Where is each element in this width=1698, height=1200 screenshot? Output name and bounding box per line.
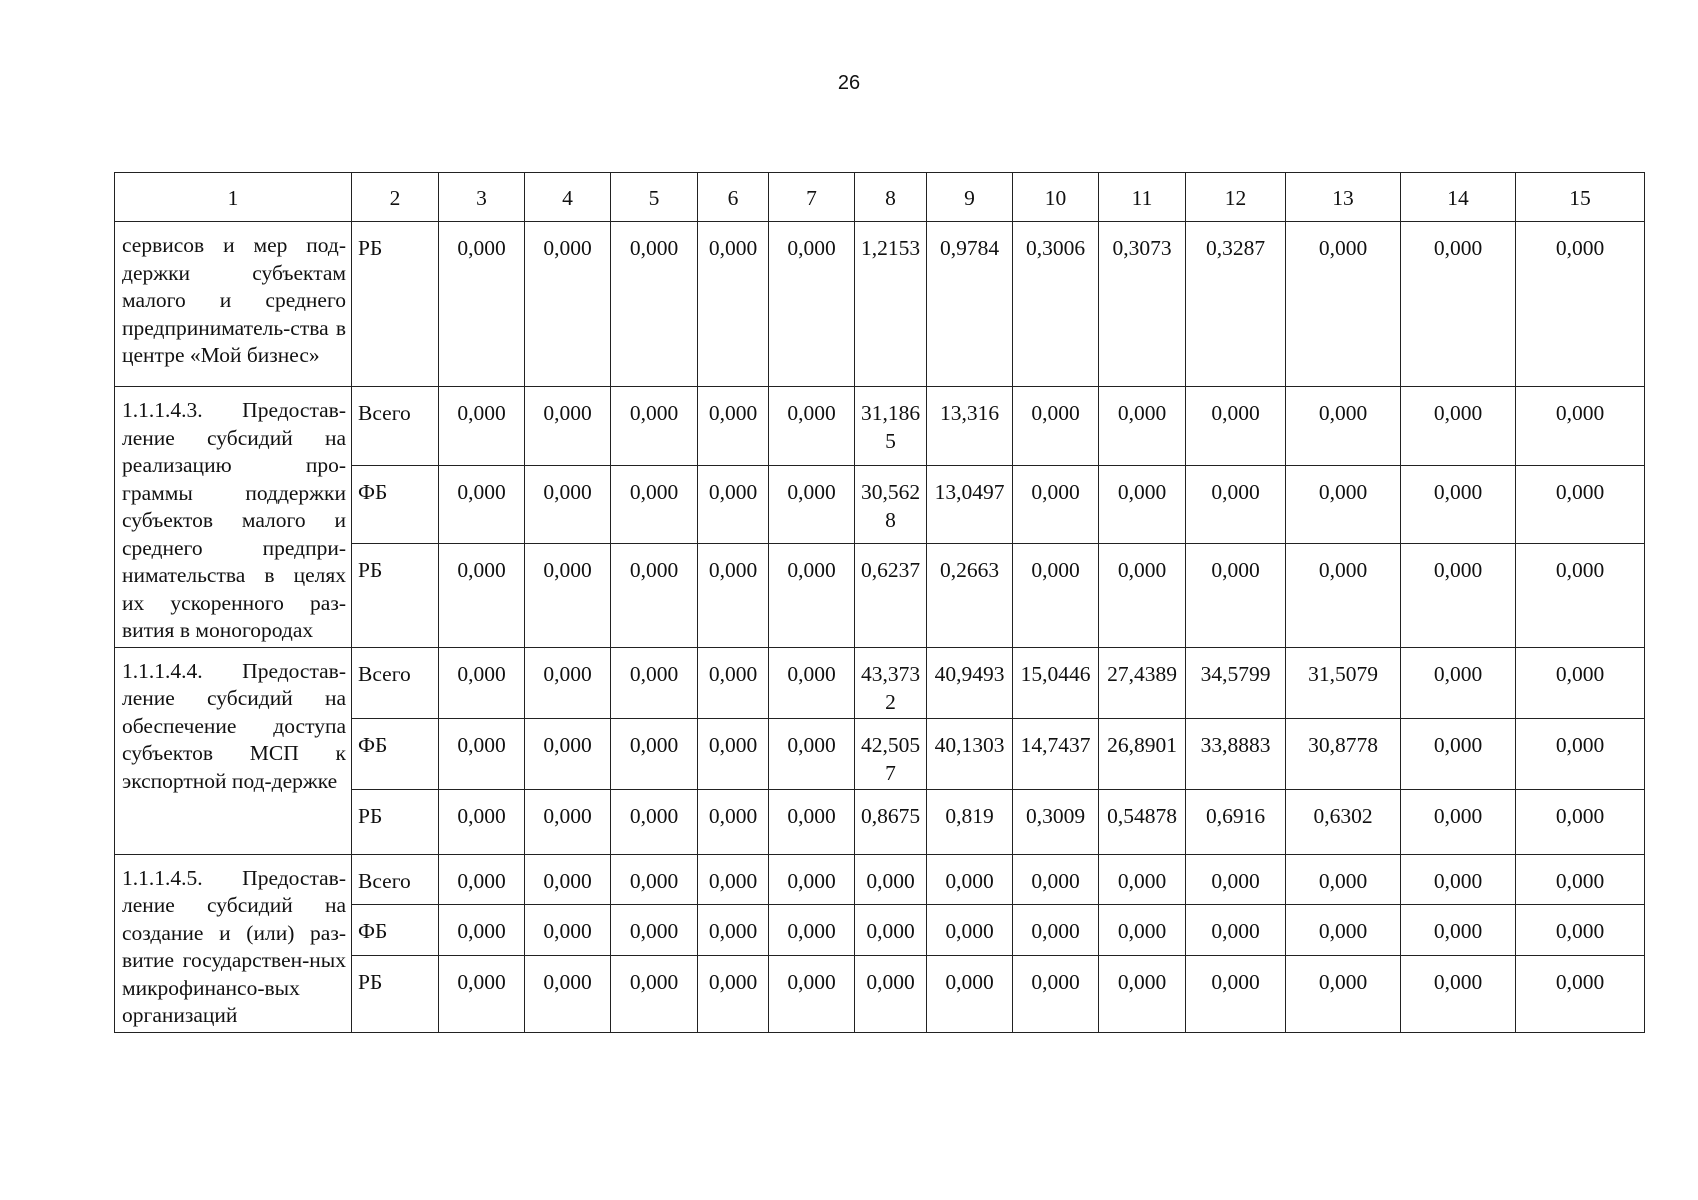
value-cell: 0,000 — [525, 465, 611, 544]
value-cell: 0,000 — [525, 544, 611, 647]
value-cell: 0,000 — [611, 465, 698, 544]
value-cell: 0,000 — [439, 647, 525, 718]
value-cell: 0,000 — [611, 789, 698, 854]
value-cell: 0,000 — [769, 789, 855, 854]
value-cell: 0,000 — [1099, 955, 1186, 1032]
value-cell: 33,8883 — [1186, 718, 1286, 789]
value-cell: 0,000 — [525, 905, 611, 956]
table-row — [115, 387, 1645, 466]
value-cell: 0,000 — [1286, 222, 1401, 387]
value-cell: 0,000 — [1186, 955, 1286, 1032]
value-cell: 0,3073 — [1099, 222, 1186, 387]
value-cell: 0,000 — [1013, 955, 1099, 1032]
value-cell: 0,000 — [1099, 544, 1186, 647]
value-cell: 0,000 — [439, 387, 525, 466]
value-cell: 0,000 — [1516, 647, 1645, 718]
value-cell: 0,000 — [769, 718, 855, 789]
value-cell: 27,4389 — [1099, 647, 1186, 718]
column-header: 12 — [1186, 173, 1286, 222]
value-cell: 0,8675 — [855, 789, 927, 854]
value-cell: 0,000 — [611, 718, 698, 789]
value-cell: 0,000 — [769, 387, 855, 466]
funding-source: РБ — [352, 544, 439, 647]
column-header: 1 — [115, 173, 352, 222]
value-cell: 0,000 — [1516, 465, 1645, 544]
value-cell: 30,8778 — [1286, 718, 1401, 789]
column-header: 13 — [1286, 173, 1401, 222]
value-cell: 0,000 — [1186, 387, 1286, 466]
value-cell: 0,000 — [1013, 854, 1099, 905]
value-cell: 0,000 — [769, 647, 855, 718]
value-cell: 0,000 — [769, 955, 855, 1032]
value-cell: 0,000 — [769, 465, 855, 544]
value-cell: 0,000 — [855, 854, 927, 905]
table-row — [115, 222, 1645, 387]
value-cell: 0,000 — [525, 789, 611, 854]
column-header: 15 — [1516, 173, 1645, 222]
funding-source: РБ — [352, 222, 439, 387]
value-cell: 0,000 — [1286, 955, 1401, 1032]
value-cell: 43,3732 — [855, 647, 927, 718]
value-cell: 0,000 — [927, 955, 1013, 1032]
value-cell: 0,000 — [439, 544, 525, 647]
value-cell: 0,000 — [769, 905, 855, 956]
value-cell: 0,000 — [1099, 387, 1186, 466]
value-cell: 0,000 — [1186, 854, 1286, 905]
value-cell: 0,000 — [1401, 905, 1516, 956]
value-cell: 0,000 — [698, 647, 769, 718]
value-cell: 1,2153 — [855, 222, 927, 387]
value-cell: 0,000 — [1516, 222, 1645, 387]
value-cell: 0,000 — [769, 222, 855, 387]
value-cell: 40,9493 — [927, 647, 1013, 718]
value-cell: 0,6302 — [1286, 789, 1401, 854]
value-cell: 0,000 — [1516, 544, 1645, 647]
value-cell: 0,000 — [1401, 718, 1516, 789]
page-number: 26 — [837, 72, 861, 94]
value-cell: 0,000 — [855, 955, 927, 1032]
value-cell: 0,000 — [698, 854, 769, 905]
value-cell: 0,000 — [769, 854, 855, 905]
value-cell: 0,6916 — [1186, 789, 1286, 854]
measure-description: 1.1.1.4.3. Предостав-ление субсидий на реализацию про-граммы поддержки субъектов малого и среднего предпри-нимательства в целях их ускоренного раз-вития в моногородах — [115, 387, 352, 648]
value-cell: 0,000 — [611, 905, 698, 956]
value-cell: 0,000 — [1516, 854, 1645, 905]
funding-source: ФБ — [352, 905, 439, 956]
value-cell: 0,000 — [698, 387, 769, 466]
value-cell: 0,000 — [1099, 854, 1186, 905]
funding-source: ФБ — [352, 718, 439, 789]
value-cell: 0,000 — [1099, 465, 1186, 544]
value-cell: 34,5799 — [1186, 647, 1286, 718]
value-cell: 0,000 — [1286, 387, 1401, 466]
value-cell: 0,000 — [698, 955, 769, 1032]
value-cell: 0,54878 — [1099, 789, 1186, 854]
value-cell: 0,000 — [1013, 905, 1099, 956]
value-cell: 0,000 — [1401, 222, 1516, 387]
value-cell: 0,000 — [1013, 465, 1099, 544]
column-header: 9 — [927, 173, 1013, 222]
value-cell: 40,1303 — [927, 718, 1013, 789]
value-cell: 0,000 — [927, 854, 1013, 905]
value-cell: 0,000 — [1286, 905, 1401, 956]
value-cell: 0,000 — [1401, 789, 1516, 854]
column-header: 14 — [1401, 173, 1516, 222]
funding-source: Всего — [352, 647, 439, 718]
value-cell: 0,000 — [439, 955, 525, 1032]
value-cell: 0,000 — [927, 905, 1013, 956]
value-cell: 0,000 — [1401, 647, 1516, 718]
value-cell: 0,000 — [1401, 465, 1516, 544]
value-cell: 0,000 — [1286, 544, 1401, 647]
value-cell: 30,5628 — [855, 465, 927, 544]
value-cell: 0,000 — [698, 789, 769, 854]
value-cell: 0,000 — [525, 718, 611, 789]
value-cell: 0,000 — [1516, 387, 1645, 466]
funding-source: РБ — [352, 955, 439, 1032]
value-cell: 0,2663 — [927, 544, 1013, 647]
value-cell: 0,000 — [525, 854, 611, 905]
value-cell: 0,819 — [927, 789, 1013, 854]
measure-description: сервисов и мер под-держки субъектам малого и среднего предприниматель-ства в центре «Мой бизнес» — [115, 222, 352, 387]
value-cell: 0,6237 — [855, 544, 927, 647]
value-cell: 42,5057 — [855, 718, 927, 789]
value-cell: 0,000 — [611, 387, 698, 466]
value-cell: 0,000 — [1401, 854, 1516, 905]
value-cell: 0,000 — [525, 647, 611, 718]
value-cell: 0,000 — [1401, 955, 1516, 1032]
table-row — [115, 647, 1645, 718]
budget-table — [114, 172, 1645, 1033]
value-cell: 0,000 — [698, 544, 769, 647]
value-cell: 0,000 — [698, 905, 769, 956]
value-cell: 26,8901 — [1099, 718, 1186, 789]
table-row — [115, 854, 1645, 905]
value-cell: 0,000 — [769, 544, 855, 647]
value-cell: 0,000 — [439, 854, 525, 905]
value-cell: 31,1865 — [855, 387, 927, 466]
value-cell: 13,0497 — [927, 465, 1013, 544]
value-cell: 0,000 — [1401, 544, 1516, 647]
value-cell: 0,000 — [611, 544, 698, 647]
value-cell: 31,5079 — [1286, 647, 1401, 718]
funding-source: ФБ — [352, 465, 439, 544]
value-cell: 0,000 — [1186, 544, 1286, 647]
value-cell: 0,000 — [698, 222, 769, 387]
measure-description: 1.1.1.4.5. Предостав-ление субсидий на создание и (или) раз-витие государствен-ных микрофинансо-вых организаций — [115, 854, 352, 1032]
column-header: 4 — [525, 173, 611, 222]
funding-source: РБ — [352, 789, 439, 854]
column-header: 3 — [439, 173, 525, 222]
value-cell: 0,000 — [611, 854, 698, 905]
measure-description: 1.1.1.4.4. Предостав-ление субсидий на обеспечение доступа субъектов МСП к экспортной под-держке — [115, 647, 352, 854]
value-cell: 0,000 — [611, 647, 698, 718]
value-cell: 0,000 — [1286, 854, 1401, 905]
value-cell: 0,000 — [439, 718, 525, 789]
value-cell: 0,3287 — [1186, 222, 1286, 387]
column-header: 2 — [352, 173, 439, 222]
value-cell: 0,000 — [439, 905, 525, 956]
value-cell: 0,000 — [1516, 789, 1645, 854]
value-cell: 0,000 — [439, 465, 525, 544]
value-cell: 0,000 — [1516, 955, 1645, 1032]
column-header: 10 — [1013, 173, 1099, 222]
value-cell: 0,3009 — [1013, 789, 1099, 854]
value-cell: 0,000 — [1013, 544, 1099, 647]
value-cell: 0,000 — [1286, 465, 1401, 544]
column-header: 6 — [698, 173, 769, 222]
value-cell: 13,316 — [927, 387, 1013, 466]
value-cell: 0,000 — [611, 955, 698, 1032]
value-cell: 0,000 — [1516, 718, 1645, 789]
value-cell: 0,000 — [1013, 387, 1099, 466]
value-cell: 0,9784 — [927, 222, 1013, 387]
column-header: 8 — [855, 173, 927, 222]
value-cell: 0,000 — [525, 387, 611, 466]
funding-source: Всего — [352, 387, 439, 466]
table-header-row — [115, 173, 1645, 222]
value-cell: 0,000 — [1186, 905, 1286, 956]
column-header: 5 — [611, 173, 698, 222]
value-cell: 14,7437 — [1013, 718, 1099, 789]
value-cell: 0,000 — [525, 222, 611, 387]
value-cell: 0,000 — [698, 465, 769, 544]
funding-source: Всего — [352, 854, 439, 905]
value-cell: 0,000 — [439, 789, 525, 854]
value-cell: 0,000 — [1401, 387, 1516, 466]
value-cell: 0,000 — [698, 718, 769, 789]
value-cell: 0,000 — [1099, 905, 1186, 956]
value-cell: 0,000 — [1186, 465, 1286, 544]
value-cell: 0,000 — [525, 955, 611, 1032]
value-cell: 0,000 — [855, 905, 927, 956]
value-cell: 15,0446 — [1013, 647, 1099, 718]
value-cell: 0,000 — [611, 222, 698, 387]
value-cell: 0,000 — [439, 222, 525, 387]
value-cell: 0,000 — [1516, 905, 1645, 956]
column-header: 7 — [769, 173, 855, 222]
column-header: 11 — [1099, 173, 1186, 222]
value-cell: 0,3006 — [1013, 222, 1099, 387]
